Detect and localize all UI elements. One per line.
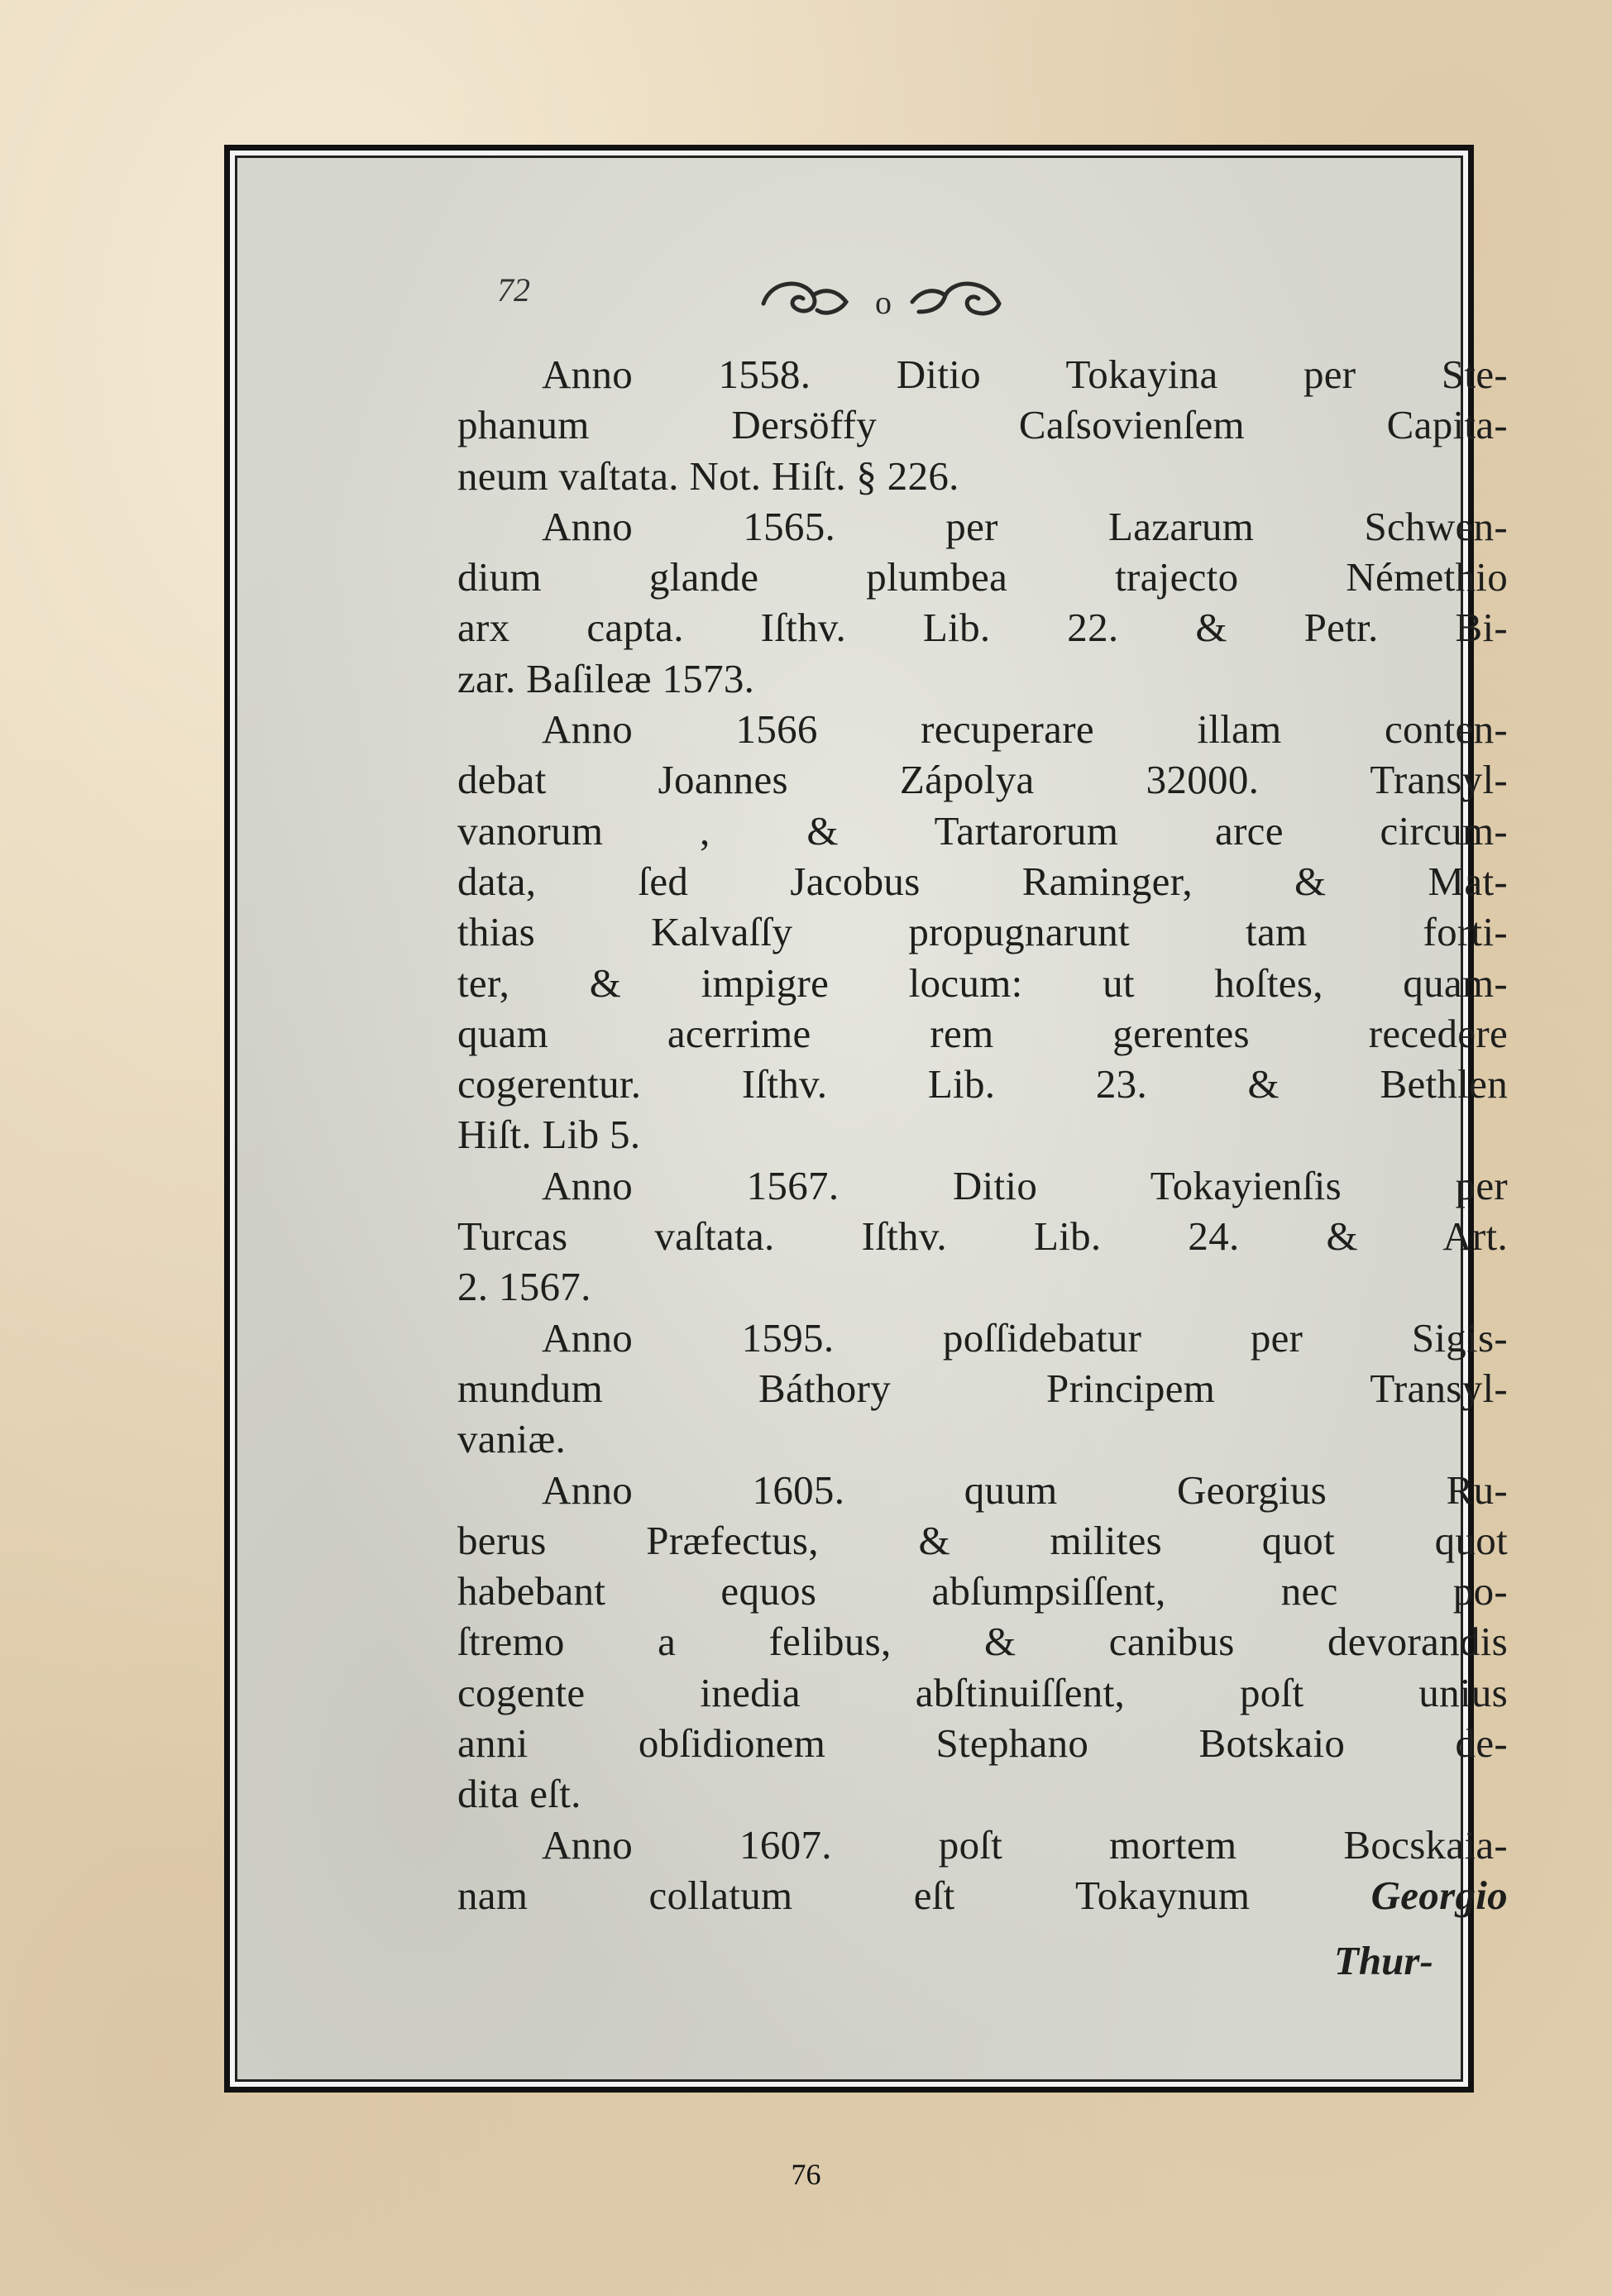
text-line: cogerentur. Iſthv. Lib. 23. & Bethlen (457, 1061, 1508, 1107)
printer-fleuron-icon (747, 270, 1020, 328)
scan-content (234, 155, 1508, 2083)
text-line: ſtremo a felibus, & canibus devorandis (457, 1619, 1508, 1665)
text-line: Anno 1607. poſt mortem Bocskaia- (542, 1821, 1508, 1868)
catchword: Thur- (1334, 1938, 1433, 1983)
text-line: thias Kalvaſſy propugnarunt tam forti- (457, 909, 1508, 955)
text-line: Anno 1566 recuperare illam conten- (542, 706, 1508, 753)
folio-number: 76 (791, 2158, 821, 2191)
text-line-with-italic (457, 1870, 1508, 1921)
text-line: dita eſt. (457, 1771, 581, 1817)
text-line: neum vaſtata. Not. Hiſt. § 226. (457, 452, 959, 499)
text-line: anni obſidionem Stephano Botskaio de- (457, 1720, 1508, 1767)
text-line: dium glande plumbea trajecto Némethio (457, 554, 1508, 600)
original-page-number: 72 (497, 271, 530, 309)
text-line: berus Præfectus, & milites quot quot (457, 1517, 1508, 1563)
text-line: Turcas vaſtata. Iſthv. Lib. 24. & Art. (457, 1213, 1508, 1260)
text-span: nam collatum eſt Tokaynum (457, 1872, 1251, 1918)
text-line: cogente inedia abſtinuiſſent, poſt unius (457, 1669, 1508, 1715)
text-line: arx capta. Iſthv. Lib. 22. & Petr. Bi- (457, 605, 1508, 651)
text-line: Anno 1565. per Lazarum Schwen- (542, 503, 1508, 549)
text-line: ter, & impigre locum: ut hoſtes, quam- (457, 959, 1508, 1006)
text-line: Anno 1605. quum Georgius Ru- (542, 1466, 1508, 1513)
text-line: Anno 1558. Ditio Tokayina per Ste- (542, 352, 1508, 397)
text-line: phanum Dersöffy Caſsovienſem Capita- (457, 402, 1508, 448)
text-line: data, ſed Jacobus Raminger, & Mat- (457, 858, 1508, 904)
text-line: Hiſt. Lib 5. (457, 1112, 641, 1158)
body-text (457, 349, 1508, 1921)
text-line: zar. Baſileæ 1573. (457, 655, 755, 701)
text-line: 2. 1567. (457, 1264, 591, 1310)
text-line: quam acerrime rem gerentes recedere (457, 1010, 1508, 1056)
text-line: habebant equos abſumpsiſſent, nec po- (457, 1568, 1508, 1614)
text-line: debat Joannes Zápolya 32000. Transyl- (457, 757, 1508, 803)
text-line: Anno 1595. poſſidebatur per Sigis- (542, 1314, 1508, 1361)
running-head (234, 270, 1464, 328)
italic-name: Georgio (1370, 1872, 1508, 1918)
text-line: Anno 1567. Ditio Tokayienſis per (542, 1162, 1508, 1208)
text-line: vanorum , & Tartarorum arce circum- (457, 807, 1508, 854)
ornament-center-glyph: o (875, 284, 892, 321)
text-line: vaniæ. (457, 1416, 567, 1462)
text-line: mundum Báthory Principem Transyl- (457, 1365, 1508, 1411)
